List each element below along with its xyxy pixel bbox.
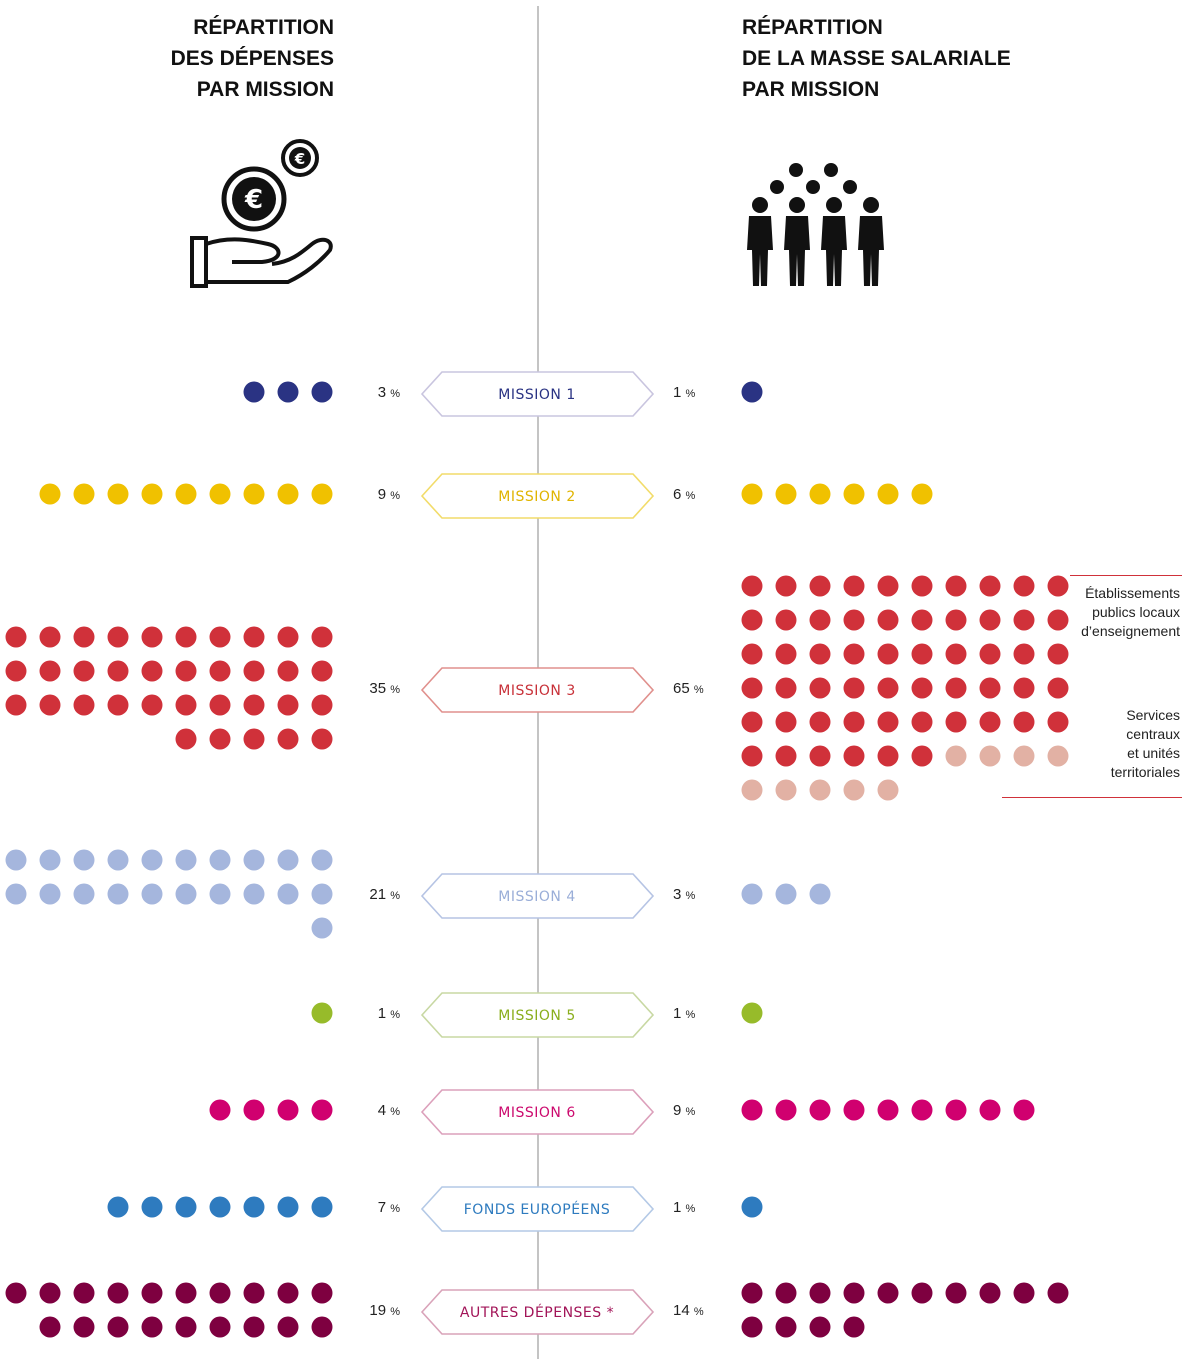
left-dot-mission-3 — [74, 627, 95, 648]
right-dot-mission-3 — [980, 610, 1001, 631]
left-dot-mission-4 — [210, 884, 231, 905]
right-dot-mission-3 — [776, 576, 797, 597]
right-dot-mission-2 — [878, 484, 899, 505]
left-dot-fonds-europeens — [210, 1197, 231, 1218]
group-of-people-icon — [747, 163, 884, 286]
left-heading-line-2: DES DÉPENSES — [170, 47, 334, 70]
right-dot-mission-3 — [844, 610, 865, 631]
left-dot-mission-1 — [278, 382, 299, 403]
right-dot-autres-depenses — [1014, 1283, 1035, 1304]
left-dot-autres-depenses — [142, 1283, 163, 1304]
right-dot-mission-3 — [878, 644, 899, 665]
right-dot-mission-3 — [912, 678, 933, 699]
left-dot-mission-3 — [176, 729, 197, 750]
right-dot-mission-6 — [742, 1100, 763, 1121]
right-dot-mission-3 — [1014, 678, 1035, 699]
left-dot-fonds-europeens — [108, 1197, 129, 1218]
right-dot-mission-3 — [1048, 712, 1069, 733]
right-dot-mission-3 — [810, 712, 831, 733]
right-dot-autres-depenses — [844, 1283, 865, 1304]
left-dot-mission-3 — [278, 695, 299, 716]
annotation-top — [1081, 584, 1180, 641]
right-dot-mission-1 — [742, 382, 763, 403]
right-dot-mission-3 — [1048, 644, 1069, 665]
left-dot-autres-depenses — [142, 1317, 163, 1338]
right-dot-autres-depenses — [878, 1283, 899, 1304]
right-dot-mission-3 — [878, 780, 899, 801]
label-mission-5: MISSION 5 — [498, 1008, 576, 1024]
right-dot-mission-4 — [776, 884, 797, 905]
label-fonds-europeens: FONDS EUROPÉENS — [463, 1202, 611, 1218]
right-dot-mission-3 — [1014, 746, 1035, 767]
left-dot-mission-4 — [108, 884, 129, 905]
right-dot-mission-6 — [1014, 1100, 1035, 1121]
left-dot-mission-3 — [108, 661, 129, 682]
right-dot-mission-3 — [878, 712, 899, 733]
left-dot-autres-depenses — [176, 1317, 197, 1338]
right-dot-mission-3 — [912, 712, 933, 733]
right-dot-mission-2 — [776, 484, 797, 505]
left-dot-mission-3 — [244, 661, 265, 682]
right-dot-mission-3 — [912, 746, 933, 767]
annotation-top-line-2: publics locaux — [1092, 604, 1180, 620]
right-dot-mission-3 — [1014, 644, 1035, 665]
right-percent-mission-2: 6 % — [673, 486, 696, 503]
right-dot-mission-2 — [912, 484, 933, 505]
annotation-bottom-line-2: centraux — [1126, 726, 1180, 742]
left-dot-mission-3 — [6, 627, 27, 648]
right-percent-mission-3: 65 % — [673, 680, 704, 697]
right-dot-mission-5 — [742, 1003, 763, 1024]
left-dot-mission-4 — [142, 850, 163, 871]
right-dot-mission-3 — [1014, 610, 1035, 631]
hand-with-euro-coins-icon — [192, 141, 331, 286]
left-dot-mission-3 — [210, 627, 231, 648]
left-dot-mission-4 — [312, 918, 333, 939]
left-percent-mission-5: 1 % — [377, 1005, 400, 1022]
right-dot-mission-3 — [912, 644, 933, 665]
left-dot-mission-2 — [210, 484, 231, 505]
left-dot-mission-2 — [108, 484, 129, 505]
label-mission-2: MISSION 2 — [498, 489, 576, 505]
left-dot-fonds-europeens — [278, 1197, 299, 1218]
right-percent-fonds-europeens: 1 % — [673, 1199, 696, 1216]
annotation-top-line-3: d’enseignement — [1081, 623, 1180, 639]
left-dot-mission-5 — [312, 1003, 333, 1024]
left-percent-mission-3: 35 % — [369, 680, 400, 697]
right-dot-mission-3 — [912, 576, 933, 597]
left-dot-autres-depenses — [312, 1283, 333, 1304]
left-percent-fonds-europeens: 7 % — [377, 1199, 400, 1216]
right-dot-mission-3 — [878, 678, 899, 699]
left-dot-mission-4 — [210, 850, 231, 871]
left-dot-mission-3 — [74, 661, 95, 682]
left-dot-mission-3 — [312, 661, 333, 682]
right-dot-mission-3 — [1048, 576, 1069, 597]
left-dot-mission-4 — [244, 850, 265, 871]
left-dot-mission-4 — [176, 884, 197, 905]
right-dot-mission-6 — [946, 1100, 967, 1121]
left-dot-autres-depenses — [244, 1283, 265, 1304]
left-dot-autres-depenses — [210, 1317, 231, 1338]
right-dot-mission-3 — [810, 576, 831, 597]
svg-text:€: € — [294, 150, 306, 168]
left-dot-mission-3 — [108, 695, 129, 716]
label-autres-depenses: AUTRES DÉPENSES * — [459, 1305, 615, 1321]
right-dot-mission-3 — [776, 644, 797, 665]
right-dot-mission-3 — [980, 712, 1001, 733]
right-dot-mission-3 — [980, 746, 1001, 767]
right-dot-mission-6 — [980, 1100, 1001, 1121]
right-heading-line-1: RÉPARTITION — [742, 16, 883, 39]
right-dot-mission-3 — [878, 576, 899, 597]
right-percent-mission-4: 3 % — [673, 886, 696, 903]
right-dot-mission-2 — [844, 484, 865, 505]
right-dot-mission-3 — [980, 678, 1001, 699]
left-dot-mission-3 — [142, 661, 163, 682]
left-dot-fonds-europeens — [244, 1197, 265, 1218]
left-dot-autres-depenses — [108, 1317, 129, 1338]
right-dot-mission-3 — [946, 712, 967, 733]
right-dot-mission-3 — [776, 746, 797, 767]
left-dot-autres-depenses — [74, 1283, 95, 1304]
left-percent-mission-2: 9 % — [377, 486, 400, 503]
left-dot-autres-depenses — [6, 1283, 27, 1304]
left-dot-mission-3 — [142, 695, 163, 716]
right-dot-mission-3 — [946, 746, 967, 767]
left-dot-mission-4 — [74, 850, 95, 871]
right-heading-line-2: DE LA MASSE SALARIALE — [742, 47, 1011, 70]
right-dot-mission-3 — [776, 610, 797, 631]
right-dot-mission-3 — [1014, 712, 1035, 733]
left-dot-mission-4 — [244, 884, 265, 905]
left-dot-mission-3 — [142, 627, 163, 648]
left-dot-mission-2 — [312, 484, 333, 505]
left-dot-fonds-europeens — [312, 1197, 333, 1218]
left-dot-mission-2 — [142, 484, 163, 505]
left-dot-mission-2 — [244, 484, 265, 505]
right-dot-mission-3 — [776, 780, 797, 801]
left-dot-mission-3 — [40, 661, 61, 682]
left-dot-mission-4 — [6, 850, 27, 871]
left-dot-mission-4 — [108, 850, 129, 871]
annotation-bottom-rule — [1002, 797, 1182, 798]
left-dot-autres-depenses — [74, 1317, 95, 1338]
left-dot-mission-3 — [244, 729, 265, 750]
left-dot-mission-2 — [74, 484, 95, 505]
right-dot-mission-3 — [1048, 746, 1069, 767]
left-percent-mission-4: 21 % — [369, 886, 400, 903]
left-dot-mission-4 — [278, 850, 299, 871]
right-dot-mission-3 — [912, 610, 933, 631]
left-percent-mission-1: 3 % — [377, 384, 400, 401]
left-percent-mission-6: 4 % — [377, 1102, 400, 1119]
left-dot-autres-depenses — [210, 1283, 231, 1304]
left-dot-mission-2 — [176, 484, 197, 505]
right-dot-mission-3 — [1048, 678, 1069, 699]
right-dot-mission-3 — [742, 712, 763, 733]
right-dot-mission-3 — [810, 746, 831, 767]
right-dot-mission-3 — [776, 712, 797, 733]
left-dot-mission-3 — [40, 695, 61, 716]
left-dot-mission-3 — [278, 661, 299, 682]
annotation-bottom-line-4: territoriales — [1110, 764, 1180, 780]
left-dot-autres-depenses — [108, 1283, 129, 1304]
right-dot-autres-depenses — [912, 1283, 933, 1304]
right-dot-autres-depenses — [776, 1317, 797, 1338]
left-dot-mission-3 — [74, 695, 95, 716]
right-dot-mission-3 — [742, 746, 763, 767]
right-dot-mission-3 — [1048, 610, 1069, 631]
right-dot-mission-3 — [742, 576, 763, 597]
left-dot-mission-3 — [210, 695, 231, 716]
left-dot-mission-4 — [312, 884, 333, 905]
label-mission-6: MISSION 6 — [498, 1105, 576, 1121]
annotation-bottom — [1111, 706, 1180, 782]
right-dot-mission-3 — [742, 678, 763, 699]
right-percent-autres-depenses: 14 % — [673, 1302, 704, 1319]
right-dot-mission-3 — [844, 644, 865, 665]
right-percent-mission-6: 9 % — [673, 1102, 696, 1119]
annotation-bottom-line-1: Services — [1126, 707, 1180, 723]
right-dot-mission-3 — [742, 644, 763, 665]
left-heading-line-3: PAR MISSION — [196, 78, 334, 101]
right-dot-autres-depenses — [742, 1317, 763, 1338]
left-dot-mission-3 — [312, 627, 333, 648]
left-dot-mission-4 — [40, 884, 61, 905]
right-dot-mission-4 — [742, 884, 763, 905]
left-dot-mission-4 — [6, 884, 27, 905]
left-dot-autres-depenses — [244, 1317, 265, 1338]
left-dot-mission-4 — [74, 884, 95, 905]
right-dot-mission-3 — [810, 610, 831, 631]
left-dot-mission-4 — [142, 884, 163, 905]
left-dot-mission-3 — [210, 661, 231, 682]
right-dot-mission-3 — [844, 576, 865, 597]
left-dot-fonds-europeens — [176, 1197, 197, 1218]
left-dot-mission-4 — [278, 884, 299, 905]
left-dot-mission-3 — [210, 729, 231, 750]
left-dot-mission-3 — [312, 729, 333, 750]
right-dot-autres-depenses — [810, 1283, 831, 1304]
right-dot-mission-3 — [810, 644, 831, 665]
left-percent-autres-depenses: 19 % — [369, 1302, 400, 1319]
left-dot-autres-depenses — [312, 1317, 333, 1338]
right-dot-mission-3 — [980, 644, 1001, 665]
right-heading-line-3: PAR MISSION — [742, 78, 880, 101]
left-dot-mission-3 — [278, 627, 299, 648]
right-dot-autres-depenses — [742, 1283, 763, 1304]
right-dot-mission-6 — [912, 1100, 933, 1121]
right-dot-mission-3 — [742, 610, 763, 631]
left-dot-mission-3 — [176, 661, 197, 682]
right-dot-mission-3 — [776, 678, 797, 699]
right-dot-mission-3 — [844, 780, 865, 801]
left-dot-mission-3 — [244, 627, 265, 648]
right-dot-mission-3 — [810, 780, 831, 801]
right-dot-mission-3 — [946, 576, 967, 597]
left-dot-mission-3 — [40, 627, 61, 648]
left-dot-autres-depenses — [278, 1283, 299, 1304]
left-dot-mission-3 — [312, 695, 333, 716]
right-dot-mission-3 — [946, 610, 967, 631]
right-dot-autres-depenses — [776, 1283, 797, 1304]
annotation-bottom-line-3: et unités — [1127, 745, 1180, 761]
label-mission-1: MISSION 1 — [498, 387, 576, 403]
right-dot-mission-6 — [878, 1100, 899, 1121]
left-dot-mission-4 — [312, 850, 333, 871]
left-dot-fonds-europeens — [142, 1197, 163, 1218]
right-dot-mission-3 — [742, 780, 763, 801]
annotation-top-rule — [1070, 575, 1182, 576]
right-dot-autres-depenses — [810, 1317, 831, 1338]
left-dot-autres-depenses — [278, 1317, 299, 1338]
right-dot-mission-3 — [844, 712, 865, 733]
right-dot-autres-depenses — [1048, 1283, 1069, 1304]
annotation-top-line-1: Établissements — [1085, 585, 1180, 601]
left-dot-mission-3 — [6, 695, 27, 716]
left-dot-mission-1 — [244, 382, 265, 403]
svg-text:€: € — [244, 185, 264, 215]
right-dot-mission-6 — [776, 1100, 797, 1121]
left-dot-autres-depenses — [176, 1283, 197, 1304]
left-heading-line-1: RÉPARTITION — [193, 16, 334, 39]
label-mission-4: MISSION 4 — [498, 889, 576, 905]
left-dot-mission-1 — [312, 382, 333, 403]
left-dot-mission-3 — [6, 661, 27, 682]
right-dot-mission-3 — [878, 610, 899, 631]
right-dot-fonds-europeens — [742, 1197, 763, 1218]
right-dot-mission-3 — [878, 746, 899, 767]
right-dot-mission-6 — [844, 1100, 865, 1121]
right-dot-mission-3 — [810, 678, 831, 699]
right-dot-autres-depenses — [980, 1283, 1001, 1304]
label-mission-3: MISSION 3 — [498, 683, 576, 699]
right-dot-autres-depenses — [946, 1283, 967, 1304]
right-dot-mission-2 — [742, 484, 763, 505]
left-dot-mission-2 — [278, 484, 299, 505]
left-dot-autres-depenses — [40, 1283, 61, 1304]
left-dot-mission-3 — [108, 627, 129, 648]
left-dot-mission-3 — [278, 729, 299, 750]
left-dot-mission-6 — [278, 1100, 299, 1121]
left-dot-mission-3 — [176, 627, 197, 648]
right-dot-mission-3 — [1014, 576, 1035, 597]
right-dot-mission-2 — [810, 484, 831, 505]
right-dot-mission-4 — [810, 884, 831, 905]
right-dot-mission-3 — [844, 746, 865, 767]
left-dot-mission-2 — [40, 484, 61, 505]
left-dot-mission-4 — [176, 850, 197, 871]
right-percent-mission-1: 1 % — [673, 384, 696, 401]
left-dot-mission-6 — [244, 1100, 265, 1121]
right-dot-mission-3 — [844, 678, 865, 699]
left-dot-mission-6 — [312, 1100, 333, 1121]
right-dot-mission-3 — [946, 678, 967, 699]
right-dot-autres-depenses — [844, 1317, 865, 1338]
right-dot-mission-3 — [980, 576, 1001, 597]
right-dot-mission-3 — [946, 644, 967, 665]
right-percent-mission-5: 1 % — [673, 1005, 696, 1022]
left-dot-mission-6 — [210, 1100, 231, 1121]
left-dot-mission-3 — [176, 695, 197, 716]
right-dot-mission-6 — [810, 1100, 831, 1121]
left-dot-autres-depenses — [40, 1317, 61, 1338]
left-dot-mission-4 — [40, 850, 61, 871]
left-dot-mission-3 — [244, 695, 265, 716]
